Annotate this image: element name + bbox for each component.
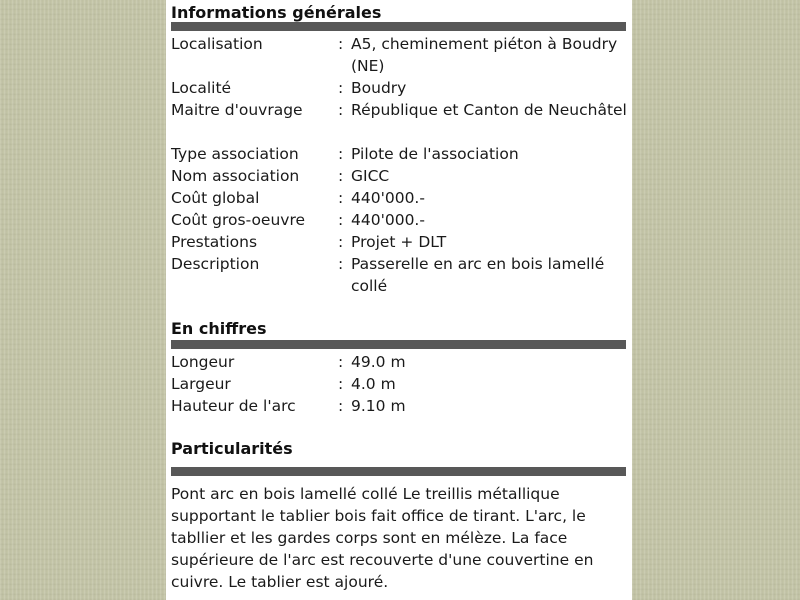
row-label: Coût gros-oeuvre <box>171 211 306 229</box>
section-title-specifics: Particularités <box>171 439 293 458</box>
specifics-paragraph: Pont arc en bois lamellé collé Le treillis métallique supportant le tablier bois fait office de tirant. L'arc, le tabllier et les gardes corps sont en mélèze. La face supérieure de l'arc est recouverte d'une couvertine en cuivre. Le tablier est ajouré. <box>171 485 594 591</box>
row-label: Hauteur de l'arc <box>171 397 296 415</box>
project-info-panel <box>166 0 632 600</box>
row-label: Maitre d'ouvrage <box>171 101 303 119</box>
row-label: Nom association <box>171 167 300 185</box>
row-value: 9.10 m <box>351 397 406 415</box>
section-title-figures: En chiffres <box>171 319 267 338</box>
row-separator: : <box>338 211 344 229</box>
row-separator: : <box>338 145 344 163</box>
section-divider-figures <box>171 340 626 349</box>
section-title-general: Informations générales <box>171 3 382 22</box>
row-value: République et Canton de Neuchâtel <box>351 101 627 119</box>
row-value: Boudry <box>351 79 407 97</box>
row-value: Projet + DLT <box>351 233 447 251</box>
row-label: Prestations <box>171 233 258 251</box>
row-value: Pilote de l'association <box>351 145 519 163</box>
row-value: 4.0 m <box>351 375 396 393</box>
row-value: 440'000.- <box>351 189 425 207</box>
row-separator: : <box>338 233 344 251</box>
row-separator: : <box>338 79 344 97</box>
section-divider-specifics <box>171 467 626 476</box>
row-separator: : <box>338 101 344 119</box>
row-value: GICC <box>351 167 390 185</box>
row-separator: : <box>338 353 344 371</box>
section-divider-general <box>171 22 626 31</box>
row-separator: : <box>338 167 344 185</box>
row-label: Coût global <box>171 189 260 207</box>
row-value: 49.0 m <box>351 353 406 371</box>
row-label: Localité <box>171 79 232 97</box>
row-separator: : <box>338 189 344 207</box>
row-separator: : <box>338 375 344 393</box>
row-label: Largeur <box>171 375 231 393</box>
row-value: 440'000.- <box>351 211 425 229</box>
row-separator: : <box>338 397 344 415</box>
row-label: Description <box>171 255 260 273</box>
row-separator: : <box>338 35 344 53</box>
row-value: A5, cheminement piéton à Boudry (NE) <box>351 35 618 75</box>
row-value: Passerelle en arc en bois lamellé collé <box>351 255 605 295</box>
row-label: Longeur <box>171 353 235 371</box>
row-label: Type association <box>171 145 299 163</box>
row-label: Localisation <box>171 35 263 53</box>
row-separator: : <box>338 255 344 273</box>
